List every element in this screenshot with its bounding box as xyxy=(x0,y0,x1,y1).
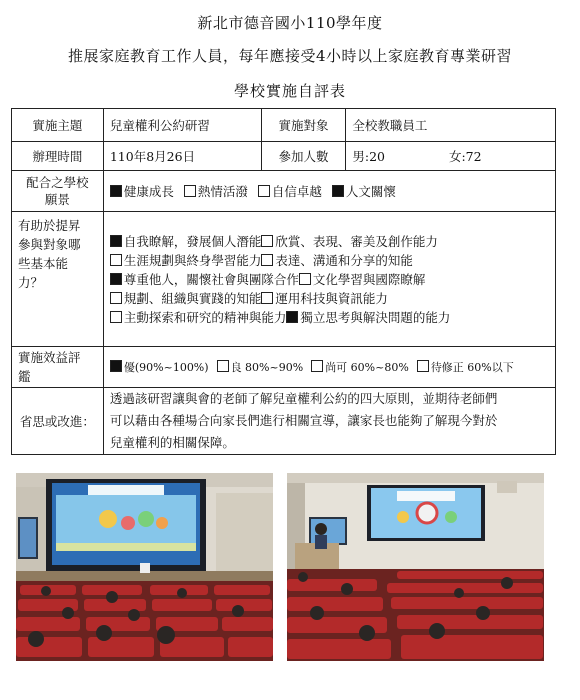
evaluation-label-line: 實施效益評 xyxy=(18,350,81,365)
ability-options-line xyxy=(110,232,549,251)
attendees-female: 女:72 xyxy=(448,149,482,164)
ability-option xyxy=(110,272,299,287)
theme-value: 兒童權利公約研習 xyxy=(103,109,261,142)
vision-option-label: 自信卓越 xyxy=(271,184,322,199)
reflection-line: 可以藉由各種場合向家長們進行相關宣導，讓家長也能夠了解現今對於 xyxy=(109,413,498,428)
checkbox-icon xyxy=(261,292,273,304)
ability-options-line xyxy=(110,308,549,327)
vision-option xyxy=(184,184,248,199)
target-label: 實施對象 xyxy=(261,109,346,142)
ability-option xyxy=(286,310,450,325)
checkbox-icon xyxy=(311,360,323,372)
ability-label-line: 力？ xyxy=(18,275,44,290)
attendees-value xyxy=(346,142,556,171)
checkbox-icon xyxy=(261,254,273,266)
evaluation-form xyxy=(11,108,556,455)
checked-box-icon xyxy=(110,235,122,247)
vision-option-label: 熱情活潑 xyxy=(197,184,248,199)
evaluation-option-label: 良 80%~90% xyxy=(230,361,304,374)
title-form: 學校實施自評表 xyxy=(233,82,346,100)
vision-options xyxy=(103,171,555,212)
attendees-male: 男:20 xyxy=(352,149,385,164)
evaluation-label-line: 鑑 xyxy=(18,369,31,384)
evaluation-option-label: 優(90%~100%) xyxy=(123,361,209,374)
reflection-line: 透過該研習讓與會的老師了解兒童權利公約的四大原則，並期待老師們 xyxy=(109,391,498,406)
ability-options-line xyxy=(110,289,549,308)
ability-options-line xyxy=(110,270,549,289)
reflection-line: 兒童權利的相關保障。 xyxy=(109,435,235,450)
checked-box-icon xyxy=(332,185,344,197)
theme-label: 實施主題 xyxy=(12,109,104,142)
attendees-label: 參加人數 xyxy=(261,142,346,171)
ability-option xyxy=(261,253,413,268)
ability-option-label: 表達、溝通和分享的知能 xyxy=(275,252,413,268)
checked-box-icon xyxy=(110,273,122,285)
ability-option-label: 規劃、組織與實踐的知能 xyxy=(123,290,262,306)
checkbox-icon xyxy=(299,273,311,285)
evaluation-options xyxy=(103,347,555,388)
ability-option-label: 主動探索和研究的精神與能力 xyxy=(123,309,287,325)
ability-option-label: 運用科技與資訊能力 xyxy=(275,290,388,306)
evaluation-option xyxy=(217,361,304,374)
ability-option-label: 獨立思考與解決問題的能力 xyxy=(300,309,451,325)
ability-label-line: 些基本能 xyxy=(18,256,69,271)
checkbox-icon xyxy=(417,360,429,372)
ability-label xyxy=(12,212,104,347)
checkbox-icon xyxy=(261,235,273,247)
ability-options-line xyxy=(110,251,549,270)
checkbox-icon xyxy=(184,185,196,197)
vision-option xyxy=(110,184,174,199)
time-value: 110年8月26日 xyxy=(103,142,261,171)
checkbox-icon xyxy=(217,360,229,372)
ability-option xyxy=(110,291,262,306)
checkbox-icon xyxy=(110,292,122,304)
checkbox-icon xyxy=(110,311,122,323)
vision-option xyxy=(258,184,322,199)
ability-option xyxy=(261,291,388,306)
evaluation-option-label: 尚可 60%~80% xyxy=(325,361,409,374)
seminar-photo-right xyxy=(287,473,544,661)
ability-label-line: 參與對象哪 xyxy=(18,237,81,252)
vision-label-text: 配合之學校願景 xyxy=(26,175,89,207)
evaluation-label xyxy=(12,347,104,388)
title-school-year: 新北市德音國小110學年度 xyxy=(197,14,383,32)
ability-option-label: 尊重他人，關懷社會與團隊合作 xyxy=(123,271,299,287)
evaluation-option xyxy=(110,361,209,374)
ability-option xyxy=(110,234,262,249)
vision-option-label: 人文關懷 xyxy=(345,184,396,199)
target-value: 全校教職員工 xyxy=(346,109,556,142)
ability-option-label: 欣賞、表現、審美及創作能力 xyxy=(275,233,438,249)
ability-option xyxy=(299,272,426,287)
ability-option-label: 生涯規劃與終身學習能力 xyxy=(123,252,262,268)
checked-box-icon xyxy=(110,360,122,372)
vision-label xyxy=(12,171,104,212)
ability-option-label: 文化學習與國際瞭解 xyxy=(312,271,426,287)
checkbox-icon xyxy=(258,185,270,197)
evaluation-option-label: 待修正 60%以下 xyxy=(430,361,514,374)
seminar-photo-left xyxy=(16,473,273,661)
ability-label-line: 有助於提昇 xyxy=(18,218,81,233)
vision-option xyxy=(332,184,396,199)
reflection-text xyxy=(103,388,555,455)
reflection-label: 省思或改進： xyxy=(12,388,104,455)
ability-option xyxy=(261,234,438,249)
time-label: 辦理時間 xyxy=(12,142,104,171)
checked-box-icon xyxy=(286,311,298,323)
checked-box-icon xyxy=(110,185,122,197)
ability-option xyxy=(110,310,287,325)
evaluation-option xyxy=(417,361,514,374)
ability-options xyxy=(103,212,555,347)
checkbox-icon xyxy=(110,254,122,266)
title-program: 推展家庭教育工作人員，每年應接受4小時以上家庭教育專業研習 xyxy=(67,47,513,65)
vision-option-label: 健康成長 xyxy=(123,184,174,199)
ability-option xyxy=(110,253,262,268)
ability-option-label: 自我瞭解，發展個人潛能 xyxy=(123,233,262,249)
evaluation-option xyxy=(311,361,409,374)
